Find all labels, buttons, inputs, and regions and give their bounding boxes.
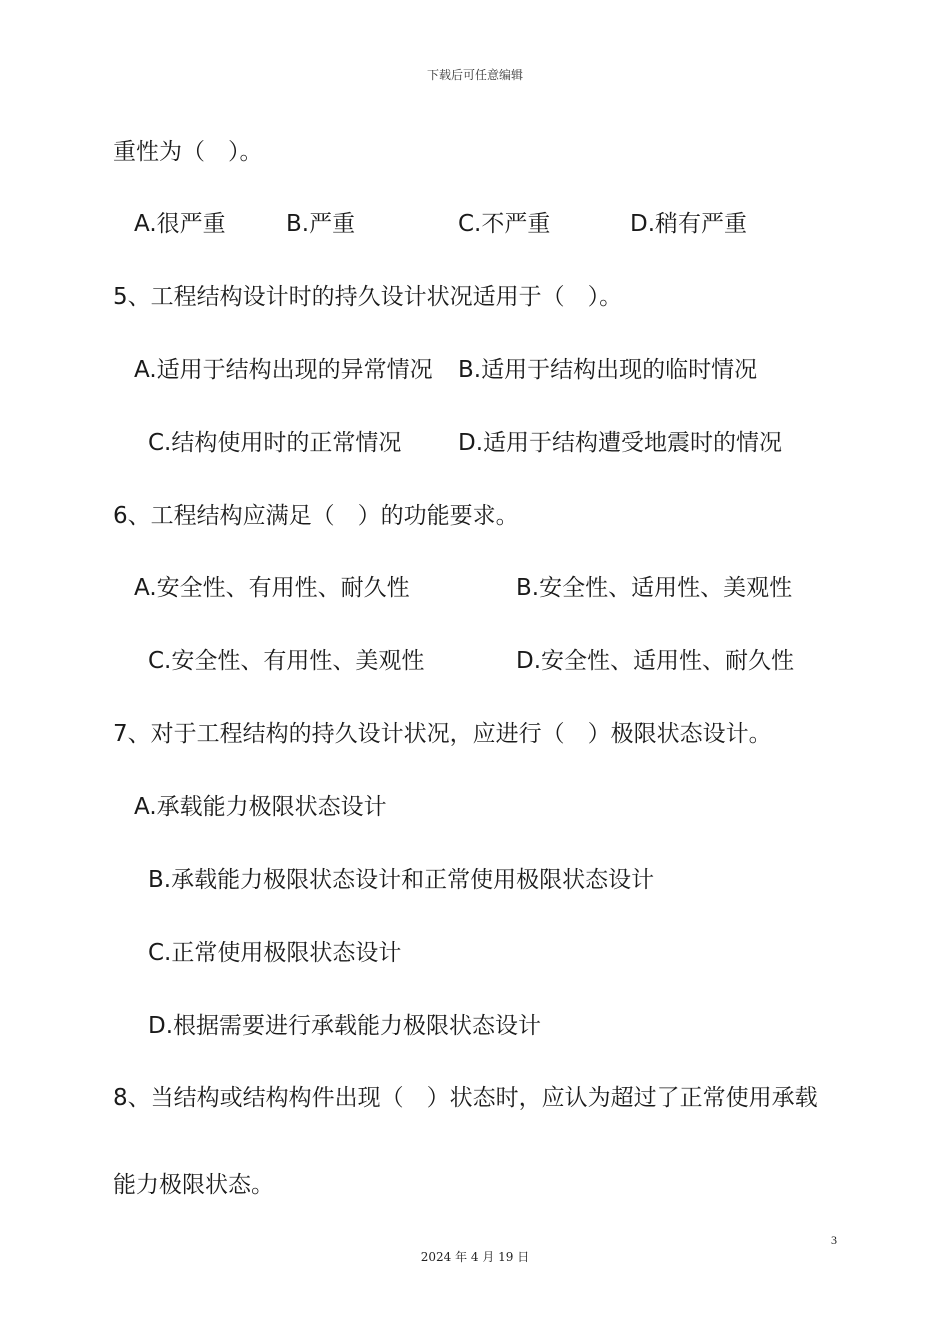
page-number: 3: [831, 1233, 837, 1247]
q5-option-d: D.适用于结构遭受地震时的情况: [458, 430, 783, 456]
q6-stem: 6、工程结构应满足（ ）的功能要求。: [113, 503, 519, 529]
q5-option-c: C.结构使用时的正常情况: [148, 430, 402, 456]
q6-option-a: A.安全性、有用性、耐久性: [134, 575, 410, 601]
page-footer-date: 2024 年 4 月 19 日: [420, 1250, 530, 1264]
q4-option-a: A.很严重: [134, 211, 226, 237]
q5-stem: 5、工程结构设计时的持久设计状况适用于（ ）。: [113, 284, 623, 310]
page-header: 下载后可任意编辑: [426, 68, 523, 82]
q7-option-a: A.承载能力极限状态设计: [134, 794, 387, 820]
q4-option-d: D.稍有严重: [630, 211, 748, 237]
q4-stem-tail: 重性为（ ）。: [113, 139, 263, 165]
q5-option-a: A.适用于结构出现的异常情况: [134, 357, 433, 383]
q7-option-d: D.根据需要进行承载能力极限状态设计: [148, 1013, 542, 1039]
q4-option-b: B.严重: [286, 211, 356, 237]
q7-option-b: B.承载能力极限状态设计和正常使用极限状态设计: [148, 867, 655, 893]
q8-stem-line2: 能力极限状态。: [113, 1172, 274, 1198]
q8-stem-line1: 8、当结构或结构构件出现（ ）状态时，应认为超过了正常使用承载: [113, 1085, 818, 1111]
q6-option-b: B.安全性、适用性、美观性: [516, 575, 793, 601]
q7-stem: 7、对于工程结构的持久设计状况，应进行（ ）极限状态设计。: [113, 721, 772, 747]
q6-option-d: D.安全性、适用性、耐久性: [516, 648, 795, 674]
q6-option-c: C.安全性、有用性、美观性: [148, 648, 425, 674]
q7-option-c: C.正常使用极限状态设计: [148, 940, 402, 966]
q4-option-c: C.不严重: [458, 211, 551, 237]
q5-option-b: B.适用于结构出现的临时情况: [458, 357, 758, 383]
